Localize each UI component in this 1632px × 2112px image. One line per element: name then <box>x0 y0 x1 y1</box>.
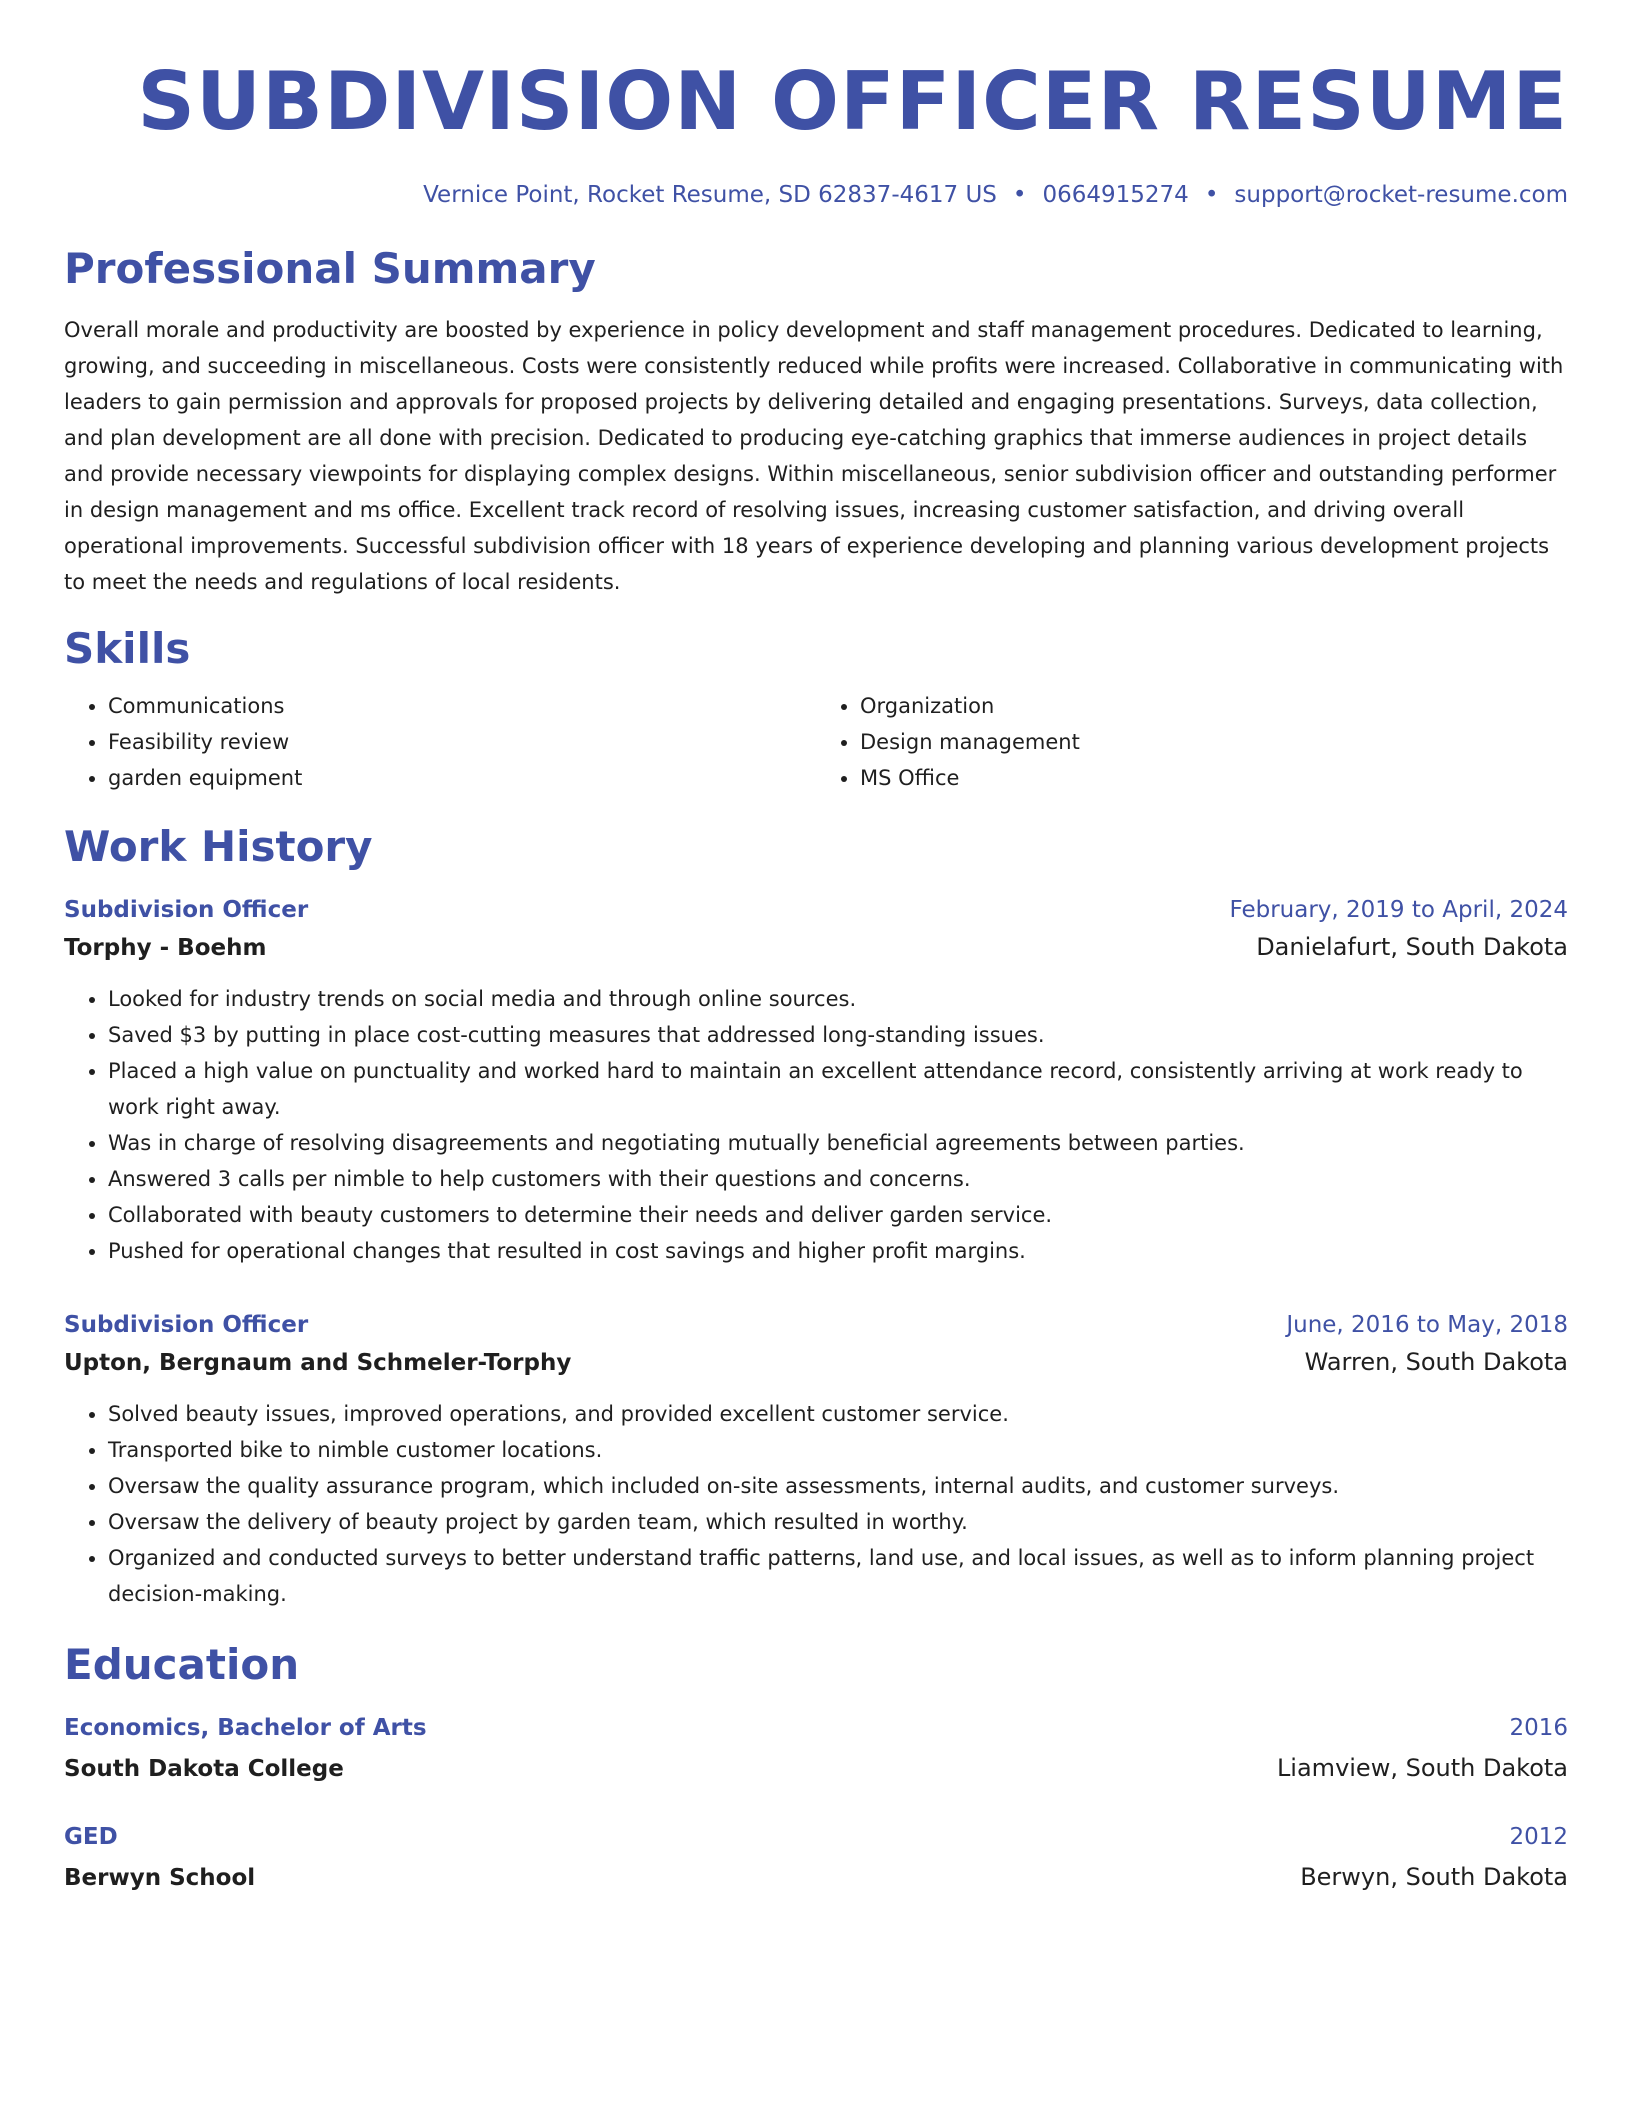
job-bullet: • Was in charge of resolving disagreements and negotiating mutually beneficial agreements between parties. <box>108 1125 1568 1161</box>
skills-column-left <box>64 688 816 796</box>
skill-item: • Design management <box>860 724 1568 760</box>
contact-phone: 0664915274 <box>1042 182 1189 208</box>
job-company: Upton, Bergnaum and Schmeler-Torphy <box>64 1350 572 1376</box>
job-bullet: • Placed a high value on punctuality and worked hard to maintain an excellent attendance record, consistently arriving at work ready to work right away. <box>108 1053 1568 1125</box>
education-school-row <box>64 1746 1568 1791</box>
job-company: Torphy - Boehm <box>64 935 267 961</box>
job-dates: June, 2016 to May, 2018 <box>1286 1312 1568 1338</box>
job-title: Subdivision Officer <box>64 897 309 923</box>
skill-item: • garden equipment <box>108 760 816 796</box>
job-dates: February, 2019 to April, 2024 <box>1229 897 1568 923</box>
job-company-row <box>64 928 1568 967</box>
contact-separator: • <box>1012 182 1027 208</box>
education-year: 2016 <box>1509 1715 1568 1741</box>
contact-address: Vernice Point, Rocket Resume, SD 62837-4617 US <box>423 182 997 208</box>
skills-heading: Skills <box>64 624 191 673</box>
education-degree-row <box>64 1819 1568 1855</box>
job-bullet: • Pushed for operational changes that resulted in cost savings and higher profit margins. <box>108 1233 1568 1269</box>
education-degree: Economics, Bachelor of Arts <box>64 1715 427 1741</box>
job-title-row <box>64 892 1568 928</box>
job-title: Subdivision Officer <box>64 1312 309 1338</box>
education-location: Berwyn, South Dakota <box>1300 1863 1568 1891</box>
job-title-row <box>64 1307 1568 1343</box>
contact-email[interactable]: support@rocket-resume.com <box>1234 182 1568 208</box>
education-entry <box>64 1819 1568 1900</box>
job-bullet: • Solved beauty issues, improved operations, and provided excellent customer service. <box>108 1396 1568 1432</box>
skill-item: • Feasibility review <box>108 724 816 760</box>
job-bullet: • Answered 3 calls per nimble to help customers with their questions and concerns. <box>108 1161 1568 1197</box>
education-entry <box>64 1710 1568 1791</box>
education-school: South Dakota College <box>64 1756 344 1782</box>
skill-item: • Organization <box>860 688 1568 724</box>
education-degree-row <box>64 1710 1568 1746</box>
job-bullets <box>64 981 1568 1269</box>
education-year: 2012 <box>1509 1824 1568 1850</box>
education-degree: GED <box>64 1824 118 1850</box>
skill-item: • MS Office <box>860 760 1568 796</box>
contact-separator: • <box>1204 182 1219 208</box>
education-school: Berwyn School <box>64 1865 256 1891</box>
job-bullet: • Saved $3 by putting in place cost-cutting measures that addressed long-standing issues. <box>108 1017 1568 1053</box>
job-bullets <box>64 1396 1568 1612</box>
skill-item: • Communications <box>108 688 816 724</box>
job-location: Danielafurt, South Dakota <box>1256 933 1568 961</box>
summary-text: Overall morale and productivity are boosted by experience in policy development and staff management procedures. Dedicated to learning, growing, and succeeding in miscellaneous. Costs were consistently reduced while profits were increased. Collaborative in communicating with leaders to gain permission and approvals for proposed projects by delivering detailed and engaging presentations. Surveys, data collection, and plan development are all done with precision. Dedicated to producing eye-catching graphics that immerse audiences in project details and provide necessary viewpoints for displaying complex designs. Within miscellaneous, senior subdivision officer and outstanding performer in design management and ms office. Excellent track record of resolving issues, increasing customer satisfaction, and driving overall operational improvements. Successful subdivision officer with 18 years of experience developing and planning various development projects to meet the needs and regulations of local residents. <box>64 318 1564 594</box>
education-location: Liamview, South Dakota <box>1276 1754 1568 1782</box>
job-entry <box>64 892 1568 1269</box>
job-bullet: • Transported bike to nimble customer locations. <box>108 1432 1568 1468</box>
job-company-row <box>64 1343 1568 1382</box>
resume-name: SUBDIVISION OFFICER RESUME <box>137 55 1568 148</box>
skills-column-right <box>816 688 1568 796</box>
summary-heading: Professional Summary <box>64 244 596 293</box>
work-history-heading: Work History <box>64 822 373 871</box>
education-heading: Education <box>64 1640 300 1689</box>
resume-header <box>64 52 1568 208</box>
skills-list <box>64 688 1568 796</box>
job-location: Warren, South Dakota <box>1304 1348 1568 1376</box>
education-school-row <box>64 1855 1568 1900</box>
job-bullet: • Oversaw the delivery of beauty project by garden team, which resulted in worthy. <box>108 1504 1568 1540</box>
job-bullet: • Collaborated with beauty customers to determine their needs and deliver garden service. <box>108 1197 1568 1233</box>
job-bullet: • Organized and conducted surveys to better understand traffic patterns, land use, and local issues, as well as to inform planning project decision-making. <box>108 1540 1568 1612</box>
contact-line <box>64 182 1568 208</box>
job-bullet: • Oversaw the quality assurance program, which included on-site assessments, internal audits, and customer surveys. <box>108 1468 1568 1504</box>
job-bullet: • Looked for industry trends on social media and through online sources. <box>108 981 1568 1017</box>
job-entry <box>64 1307 1568 1612</box>
